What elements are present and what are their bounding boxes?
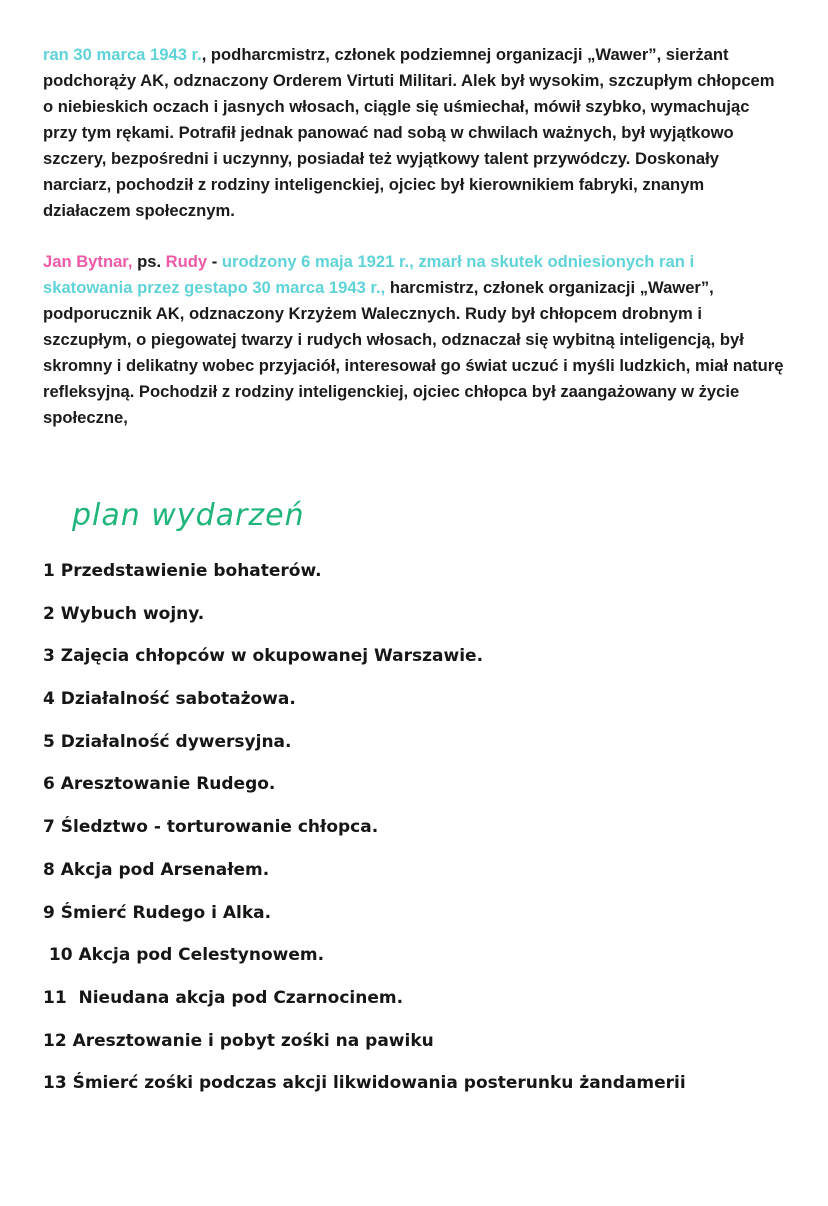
rudy-dash: -: [207, 252, 222, 271]
rudy-dates: urodzony 6 maja 1921 r., zmarł na skutek odniesionych ran i skatowania przez gestapo 30 marca 1943 r.,: [43, 252, 695, 297]
plan-item-2: 2 Wybuch wojny.: [43, 603, 205, 624]
plan-heading: plan wydarzeń: [72, 498, 305, 533]
rudy-name: Jan Bytnar,: [43, 252, 133, 271]
plan-item-11: 11 Nieudana akcja pod Czarnocinem.: [43, 987, 404, 1008]
bio-alek-paragraph: [43, 42, 788, 224]
plan-item-12: 12 Aresztowanie i pobyt zośki na pawiku: [43, 1030, 434, 1051]
plan-item-4: 4 Działalność sabotażowa.: [43, 689, 296, 710]
plan-item-10: 10 Akcja pod Celestynowem.: [43, 945, 325, 966]
rudy-description: harcmistrz, członek organizacji „Wawer”, podporucznik AK, odznaczony Krzyżem Walecznych. Rudy był chłopcem drobnym i szczupłym, o piegowatej twarzy i rudych włosach, odznaczał się wybitną inteligencją, był skromny i delikatny wobec przyjaciół, interesował go świat uczuć i myśli ludzkich, miał naturę refleksyjną. Pochodził z rodziny inteligenckiej, ojciec chłopca był zaangażowany w życie społeczne,: [43, 278, 784, 427]
plan-item-9: 9 Śmierć Rudego i Alka.: [43, 902, 272, 923]
plan-item-7: 7 Śledztwo - torturowanie chłopca.: [43, 817, 379, 838]
alek-death-date: ran 30 marca 1943 r.: [43, 45, 202, 64]
plan-item-3: 3 Zajęcia chłopców w okupowanej Warszawie.: [43, 646, 484, 667]
rudy-pseudonym: Rudy: [165, 252, 208, 271]
plan-item-8: 8 Akcja pod Arsenałem.: [43, 859, 270, 880]
plan-item-6: 6 Aresztowanie Rudego.: [43, 774, 276, 795]
plan-item-13: 13 Śmierć zośki podczas akcji likwidowania posterunku żandamerii: [43, 1073, 686, 1094]
alek-description: , podharcmistrz, członek podziemnej organizacji „Wawer”, sierżant podchorąży AK, odznaczony Orderem Virtuti Militari. Alek był wysokim, szczupłym chłopcem o niebieskich oczach i jasnych włosach, ciągle się uśmiechał, mówił szybko, wymachując przy tym rękami. Potrafił jednak panować nad sobą w chwilach ważnych, był wyjątkowo szczery, bezpośredni i uczynny, posiadał też wyjątkowy talent przywódczy. Doskonały narciarz, pochodził z rodziny inteligenckiej, ojciec był kierownikiem fabryki, znanym działaczem społecznym.: [43, 45, 775, 220]
bio-rudy-paragraph: [43, 249, 788, 431]
plan-item-1: 1 Przedstawienie bohaterów.: [43, 561, 322, 581]
rudy-ps-label: ps.: [132, 252, 166, 271]
plan-item-5: 5 Działalność dywersyjna.: [43, 731, 292, 752]
plan-list: [43, 558, 803, 1113]
